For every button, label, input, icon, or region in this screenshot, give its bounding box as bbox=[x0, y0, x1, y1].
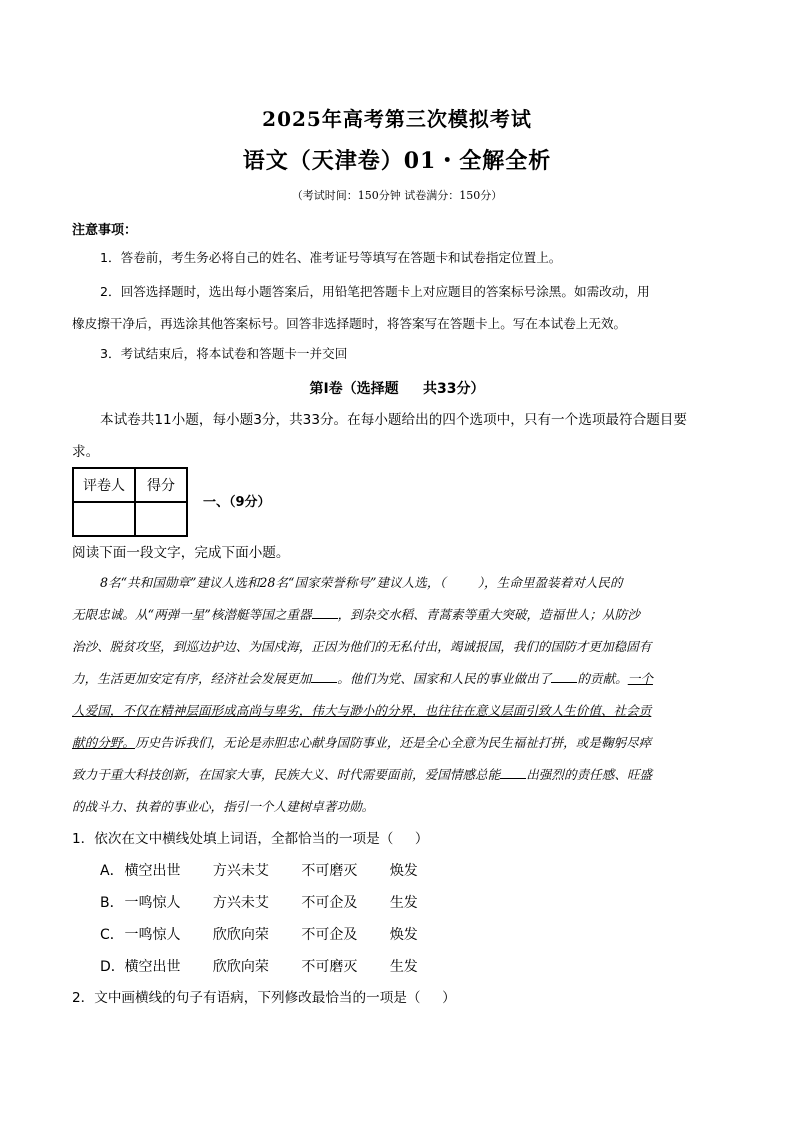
notice-item-2-cont: 橡皮擦干净后，再选涂其他答案标号。回答非选择题时，将答案写在答题卡上。写在本试卷上无效。 bbox=[72, 316, 627, 331]
option-word-2: 欣欣向荣 bbox=[212, 927, 269, 943]
option-word-4: 焕发 bbox=[389, 927, 418, 943]
passage-line-4c: 的贡献。 bbox=[577, 671, 628, 686]
part-instruction: 阅读下面一段文字，完成下面小题。 bbox=[72, 545, 290, 561]
option-word-1: 横空出世 bbox=[124, 863, 181, 879]
reading-passage bbox=[72, 567, 724, 823]
notice-heading: 注意事项： bbox=[72, 223, 138, 238]
passage-line-4 bbox=[72, 663, 724, 695]
question-2-stem: 2．文中画横线的句子有语病，下列修改最恰当的一项是（ ） bbox=[72, 990, 456, 1006]
exam-info: （考试时间：150分钟 试卷满分：150分） bbox=[291, 189, 503, 202]
passage-line-1: 8名“共和国勋章”建议人选和28名“国家荣誉称号”建议人选，（ ），生命里盈装着对人民的 bbox=[100, 575, 623, 590]
passage-line-6a: 献的分野。 bbox=[72, 735, 135, 750]
passage-line-4a: 力，生活更加安定有序，经济社会发展更加 bbox=[72, 671, 312, 686]
passage-line-7b: 出强烈的责任感、旺盛 bbox=[526, 767, 653, 782]
option-d[interactable] bbox=[100, 951, 418, 983]
passage-line-4d: 一个 bbox=[627, 671, 653, 686]
passage-line-2b: ，到杂交水稻、青蒿素等重大突破，造福世人；从防沙 bbox=[337, 607, 640, 622]
passage-line-7 bbox=[72, 759, 724, 791]
exam-title: 2025年高考第三次模拟考试 bbox=[262, 107, 532, 131]
option-key: D． bbox=[100, 959, 125, 975]
option-word-2: 方兴未艾 bbox=[212, 863, 269, 879]
section-intro-line1: 本试卷共11小题，每小题3分，共33分。在每小题给出的四个选项中，只有一个选项最符合题目要 bbox=[100, 412, 687, 428]
option-word-1: 一鸣惊人 bbox=[124, 927, 181, 943]
score-table bbox=[72, 467, 188, 537]
exam-subtitle: 语文（天津卷）01・全解全析 bbox=[242, 148, 552, 174]
section-intro-line2: 求。 bbox=[72, 444, 100, 460]
passage-line-2 bbox=[72, 599, 724, 631]
option-b[interactable] bbox=[100, 887, 418, 919]
passage-line-5: 人爱国，不仅在精神层面形成高尚与卑劣，伟大与渺小的分界，也往往在意义层面引致人生价值、社会贡 bbox=[72, 703, 652, 718]
option-key: B． bbox=[100, 895, 124, 911]
option-word-4: 生发 bbox=[389, 895, 418, 911]
option-word-1: 横空出世 bbox=[124, 959, 181, 975]
option-key: A． bbox=[100, 863, 124, 879]
passage-line-6 bbox=[72, 727, 724, 759]
passage-line-4b: 。他们为党、国家和人民的事业做出了 bbox=[337, 671, 552, 686]
blank-1 bbox=[312, 604, 338, 619]
score-table-header-grader: 评卷人 bbox=[73, 468, 135, 502]
option-c[interactable] bbox=[100, 919, 418, 951]
part-label: 一、（9分） bbox=[203, 495, 271, 510]
option-word-3: 不可磨灭 bbox=[301, 959, 358, 975]
notice-item-3: 3．考试结束后，将本试卷和答题卡一并交回 bbox=[100, 346, 348, 361]
score-table-score-cell[interactable] bbox=[135, 502, 187, 536]
notice-item-1: 1．答卷前，考生务必将自己的姓名、准考证号等填写在答题卡和试卷指定位置上。 bbox=[100, 250, 562, 265]
passage-line-8: 的战斗力、执着的事业心，指引一个人建树卓著功勋。 bbox=[72, 799, 375, 814]
option-word-2: 方兴未艾 bbox=[212, 895, 269, 911]
passage-line-2a: 无限忠诚。从“两弹一星”核潜艇等国之重器 bbox=[72, 607, 312, 622]
option-word-1: 一鸣惊人 bbox=[124, 895, 181, 911]
option-word-2: 欣欣向荣 bbox=[212, 959, 269, 975]
passage-line-3: 治沙、脱贫攻坚，到巡边护边、为国戍海，正因为他们的无私付出，竭诚报国，我们的国防才更加稳固有 bbox=[72, 639, 652, 654]
notice-item-2: 2．回答选择题时，选出每小题答案后，用铅笔把答题卡上对应题目的答案标号涂黑。如需改动，用 bbox=[100, 284, 650, 299]
option-word-3: 不可磨灭 bbox=[301, 863, 358, 879]
section-heading: 第Ⅰ卷（选择题 共33分） bbox=[309, 381, 485, 397]
option-word-4: 焕发 bbox=[389, 863, 418, 879]
passage-line-6b: 历史告诉我们，无论是赤胆忠心献身国防事业，还是全心全意为民生福祉打拼，或是鞠躬尽瘁 bbox=[134, 735, 652, 750]
option-key: C． bbox=[100, 927, 124, 943]
question-1-stem: 1．依次在文中横线处填上词语，全都恰当的一项是（ ） bbox=[72, 831, 429, 847]
option-word-3: 不可企及 bbox=[301, 927, 358, 943]
blank-3 bbox=[551, 668, 577, 683]
score-table-header-score: 得分 bbox=[135, 468, 187, 502]
score-table-grader-cell[interactable] bbox=[73, 502, 135, 536]
option-a[interactable] bbox=[100, 855, 418, 887]
blank-4 bbox=[500, 764, 526, 779]
blank-2 bbox=[311, 668, 337, 683]
passage-line-7a: 致力于重大科技创新，在国家大事，民族大义、时代需要面前，爱国情感总能 bbox=[72, 767, 501, 782]
option-word-3: 不可企及 bbox=[301, 895, 358, 911]
option-word-4: 生发 bbox=[389, 959, 418, 975]
